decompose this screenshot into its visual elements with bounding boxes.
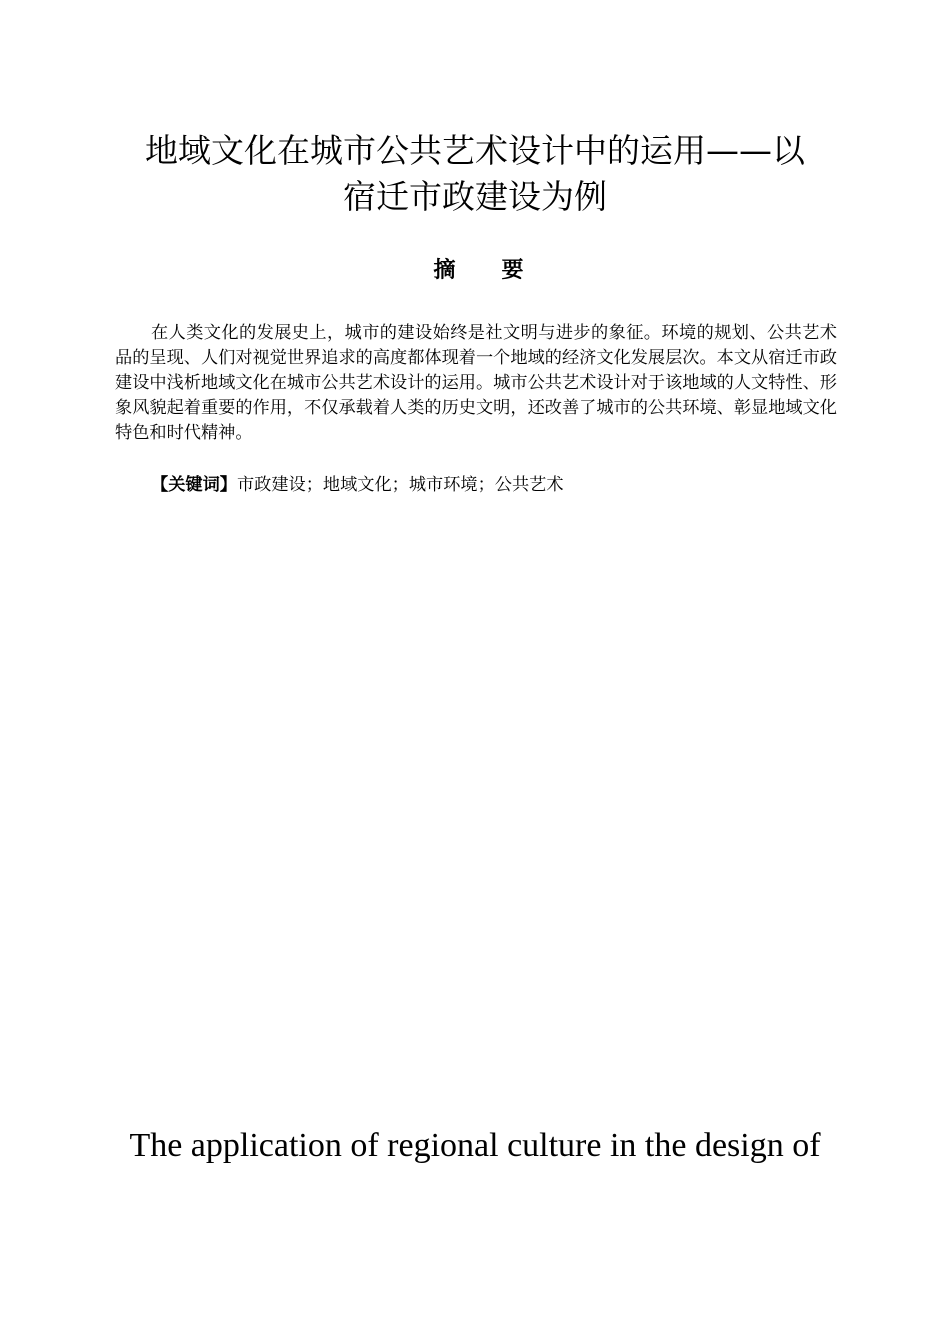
- chinese-title-line-1: 地域文化在城市公共艺术设计中的运用——以: [145, 131, 805, 170]
- abstract-heading: 摘要: [433, 258, 570, 283]
- chinese-title: [100, 128, 850, 220]
- keywords-line: [151, 472, 851, 498]
- keywords-text: 市政建设；地域文化；城市环境；公共艺术: [236, 475, 564, 495]
- chinese-title-line-2: 宿迁市政建设为例: [343, 177, 607, 216]
- english-title: The application of regional culture in the design of: [129, 1127, 821, 1164]
- abstract-body: 在人类文化的发展史上，城市的建设始终是社文明与进步的象征。环境的规划、公共艺术品的呈现、人们对视觉世界追求的高度都体现着一个地域的经济文化发展层次。本文从宿迁市政建设中浅析地域文化在城市公共艺术设计的运用。城市公共艺术设计对于该地域的人文特性、形象风貌起着重要的作用，不仅承载着人类的历史文明，还改善了城市的公共环境、彰显地域文化特色和时代精神。: [115, 323, 837, 443]
- keywords-label: 【关键词】: [151, 475, 237, 495]
